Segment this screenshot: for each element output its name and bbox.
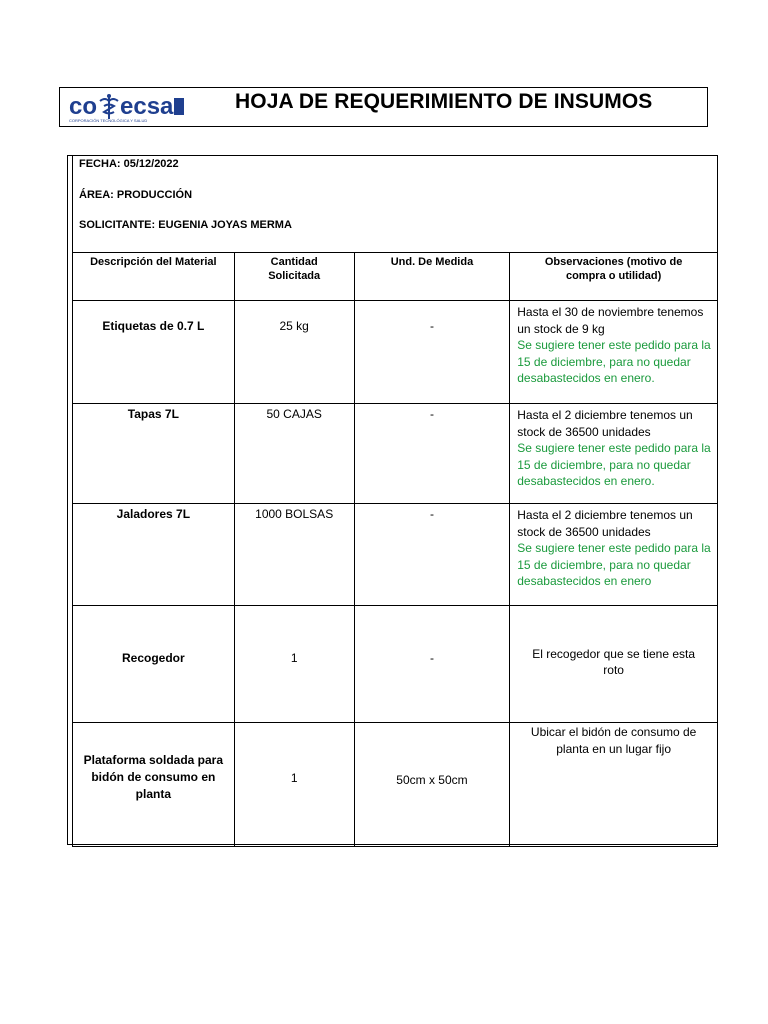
row-descripcion: Jaladores 7L <box>73 504 235 606</box>
row-observaciones <box>510 301 718 404</box>
area-field: ÁREA: PRODUCCIÓN <box>79 189 193 201</box>
row-unidad: - <box>354 301 510 404</box>
row-unidad: - <box>354 504 510 606</box>
table-row <box>73 504 718 606</box>
row-unidad: - <box>354 606 510 723</box>
table-row <box>73 404 718 504</box>
header-observaciones: Observaciones (motivo de compra o utilidad) <box>510 253 718 301</box>
svg-text:co: co <box>69 93 98 120</box>
row-cantidad: 1 <box>234 723 354 847</box>
obs-note: Se sugiere tener este pedido para la 15 de diciembre, para no quedar desabastecidos en enero <box>517 541 711 588</box>
document-title: HOJA DE REQUERIMIENTO DE INSUMOS <box>235 90 653 113</box>
table-row <box>73 606 718 723</box>
row-observaciones <box>510 404 718 504</box>
table-row <box>73 723 718 847</box>
row-observaciones <box>510 606 718 723</box>
row-unidad: - <box>354 404 510 504</box>
obs-note: Se sugiere tener este pedido para la 15 de diciembre, para no quedar desabastecidos en enero. <box>517 441 711 488</box>
row-descripcion: Tapas 7L <box>73 404 235 504</box>
table-row <box>73 301 718 404</box>
solicitante-field: SOLICITANTE: EUGENIA JOYAS MERMA <box>79 219 292 231</box>
company-logo <box>69 92 187 124</box>
requirements-table <box>72 252 718 847</box>
row-cantidad: 50 CAJAS <box>234 404 354 504</box>
header-unidad: Und. De Medida <box>354 253 510 301</box>
row-descripcion: Etiquetas de 0.7 L <box>73 301 235 404</box>
svg-text:ecsa: ecsa <box>120 93 174 120</box>
header-cantidad: Cantidad Solicitada <box>234 253 354 301</box>
obs-main: Hasta el 2 diciembre tenemos un stock de 36500 unidades <box>517 508 693 539</box>
row-cantidad: 25 kg <box>234 301 354 404</box>
row-cantidad: 1 <box>234 606 354 723</box>
row-descripcion: Recogedor <box>73 606 235 723</box>
row-observaciones <box>510 504 718 606</box>
row-observaciones <box>510 723 718 847</box>
table-header-row <box>73 253 718 301</box>
row-cantidad: 1000 BOLSAS <box>234 504 354 606</box>
svg-text:CORPORACIÓN TECNOLÓGICA Y SALU: CORPORACIÓN TECNOLÓGICA Y SALUD <box>69 118 148 123</box>
fecha-field: FECHA: 05/12/2022 <box>79 158 179 170</box>
document-header <box>59 87 708 127</box>
obs-main: El recogedor que se tiene esta roto <box>532 646 696 677</box>
obs-main: Hasta el 30 de noviembre tenemos un stock de 9 kg <box>517 305 704 336</box>
caduceus-logo-icon <box>69 92 187 124</box>
header-descripcion: Descripción del Material <box>73 253 235 301</box>
obs-note: Se sugiere tener este pedido para la 15 de diciembre, para no quedar desabastecidos en enero. <box>517 338 711 385</box>
obs-main: Ubicar el bidón de consumo de planta en un lugar fijo <box>530 725 697 756</box>
row-descripcion: Plataforma soldada para bidón de consumo en planta <box>73 723 235 847</box>
obs-main: Hasta el 2 diciembre tenemos un stock de 36500 unidades <box>517 408 693 439</box>
row-unidad: 50cm x 50cm <box>354 723 510 847</box>
